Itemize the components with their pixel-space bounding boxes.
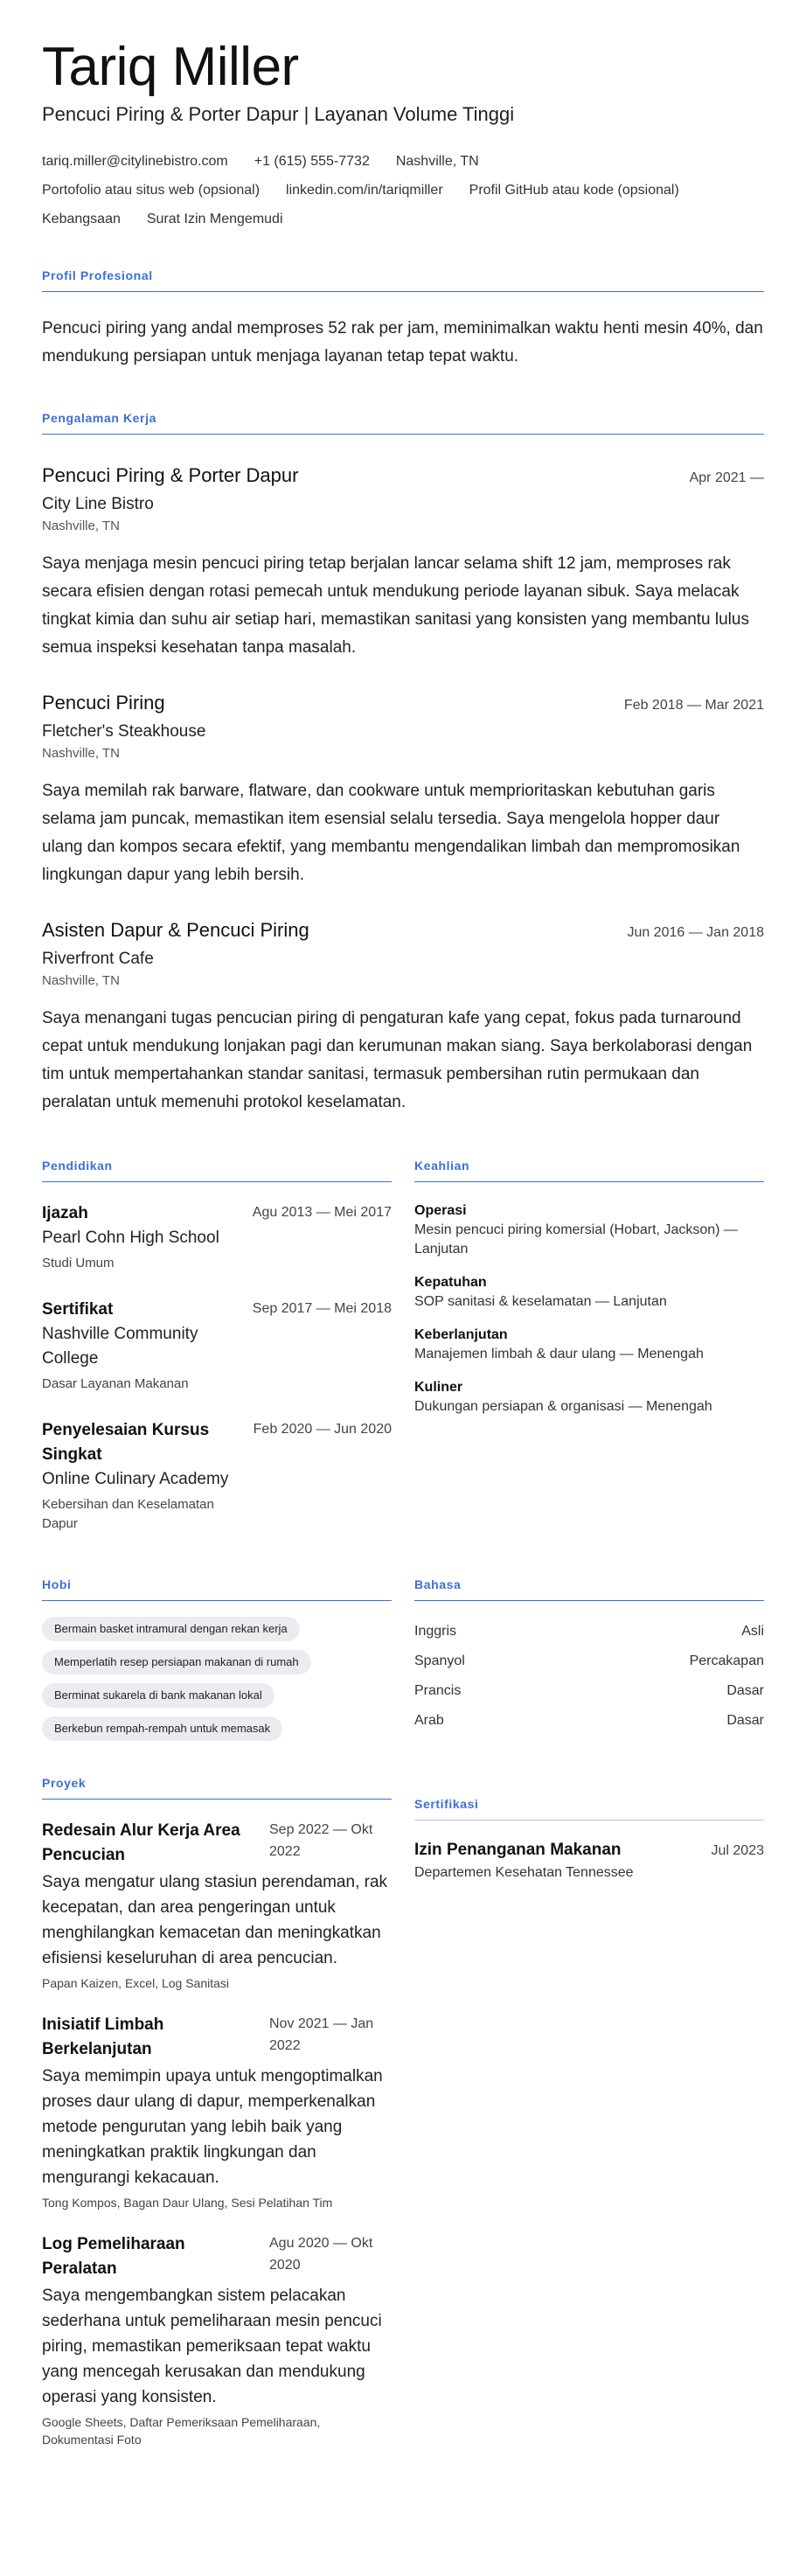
hobby-list [42, 1617, 392, 1750]
location: Nashville, TN [395, 154, 479, 169]
hobby-chip: Memperlatih resep persiapan makanan di rumah [42, 1650, 311, 1674]
certification-name: Izin Penanganan Makanan [414, 1841, 622, 1859]
certification-issuer: Departemen Kesehatan Tennessee [414, 1865, 634, 1880]
language-list [414, 1617, 764, 1736]
education-entry [42, 1201, 392, 1273]
hobby-chip: Berkebun rempah-rempah untuk memasak [42, 1716, 282, 1741]
education-field: Dasar Layanan Makanan [42, 1376, 189, 1391]
language-name: Spanyol [414, 1654, 465, 1668]
profile-summary: Pencuci piring yang andal memproses 52 rak per jam, meminimalkan waktu henti mesin 40%, dan mendukung persiapan untuk menjaga layanan tetap tepat waktu. [42, 319, 763, 366]
project-date: Sep 2022 — Okt 2022 [269, 1822, 373, 1859]
skill-name: Kepatuhan [414, 1275, 487, 1290]
project-entry [42, 1819, 392, 1992]
hobby-chip: Berminat sukarela di bank makanan lokal [42, 1683, 274, 1708]
job-company: City Line Bistro [42, 495, 154, 513]
right-column [414, 1577, 764, 2448]
job-entry [42, 463, 764, 662]
education-date: Sep 2017 — Mei 2018 [252, 1301, 392, 1316]
project-date: Nov 2021 — Jan 2022 [269, 2016, 374, 2053]
language-level: Dasar [726, 1683, 764, 1698]
section-title: Keahlian [414, 1159, 764, 1182]
project-description: Saya mengatur ulang stasiun perendaman, rak kecepatan, dan area pengeringan untuk menghilangkan kemacetan dan meningkatkan efisiensi keseluruhan di area pencucian. [42, 1873, 388, 1967]
education-institution: Pearl Cohn High School [42, 1229, 219, 1247]
education-entry [42, 1298, 392, 1394]
education-skills-row [42, 1159, 764, 1534]
project-name: Inisiatif Limbah Berkelanjutan [42, 2016, 164, 2058]
skill-entry [414, 1378, 764, 1417]
skill-entry [414, 1273, 764, 1312]
education-section [42, 1159, 392, 1534]
job-company: Fletcher's Steakhouse [42, 722, 206, 741]
email-link[interactable]: tariq.miller@citylinebistro.com [42, 154, 228, 169]
education-entry [42, 1418, 392, 1534]
skill-name: Keberlanjutan [414, 1327, 508, 1342]
language-entry [414, 1647, 764, 1676]
project-tools: Google Sheets, Daftar Pemeriksaan Pemeliharaan, Dokumentasi Foto [42, 2415, 321, 2447]
left-column [42, 1577, 392, 2448]
education-date: Feb 2020 — Jun 2020 [253, 1422, 392, 1437]
language-level: Percakapan [689, 1654, 764, 1668]
language-name: Prancis [414, 1683, 462, 1698]
job-entry [42, 690, 764, 889]
certification-date: Jul 2023 [711, 1843, 764, 1858]
hobbies-section [42, 1577, 392, 1750]
project-name: Log Pemeliharaan Peralatan [42, 2235, 185, 2278]
job-company: Riverfront Cafe [42, 950, 154, 968]
experience-section [42, 411, 764, 1117]
language-entry [414, 1706, 764, 1736]
skill-detail: Dukungan persiapan & organisasi — Menengah [414, 1399, 712, 1414]
project-description: Saya memimpin upaya untuk mengoptimalkan proses daur ulang di dapur, memperkenalkan metode pengurutan yang lebih baik yang meningkatkan praktik lingkungan dan mengurangi kekacauan. [42, 2067, 383, 2187]
job-location: Nashville, TN [42, 746, 120, 761]
language-level: Dasar [726, 1713, 764, 1728]
section-title: Hobi [42, 1577, 392, 1601]
candidate-name: Tariq Miller [42, 37, 299, 97]
profile-section [42, 268, 764, 371]
job-title: Asisten Dapur & Pencuci Piring [42, 919, 309, 941]
section-title: Proyek [42, 1776, 392, 1800]
nationality: Kebangsaan [42, 212, 121, 226]
job-description: Saya menangani tugas pencucian piring di pengaturan kafe yang cepat, fokus pada turnaround cepat untuk mendukung lonjakan pagi dan kerumunan makan siang. Saya berkolaborasi dengan tim untuk mempertahankan standar sanitasi, termasuk pembersihan rutin permukaan dan peralatan untuk memenuhi protokol keselamatan. [42, 1009, 753, 1111]
education-degree: Sertifikat [42, 1300, 114, 1319]
job-date: Feb 2018 — Mar 2021 [623, 698, 764, 713]
skill-name: Operasi [414, 1203, 467, 1218]
language-level: Asli [741, 1624, 764, 1639]
project-tools: Tong Kompos, Bagan Daur Ulang, Sesi Pelatihan Tim [42, 2196, 333, 2210]
section-title: Profil Profesional [42, 268, 764, 292]
portfolio-link[interactable]: Portofolio atau situs web (opsional) [42, 183, 261, 198]
job-date: Apr 2021 — [689, 470, 764, 485]
skills-section [414, 1159, 764, 1534]
skill-detail: Mesin pencuci piring komersial (Hobart, Jackson) — Lanjutan [414, 1222, 738, 1257]
job-date: Jun 2016 — Jan 2018 [627, 925, 764, 940]
job-location: Nashville, TN [42, 973, 120, 988]
github-link[interactable]: Profil GitHub atau kode (opsional) [469, 183, 679, 198]
projects-section [42, 1776, 392, 2448]
job-title: Pencuci Piring & Porter Dapur [42, 464, 299, 486]
language-name: Inggris [414, 1624, 457, 1639]
language-name: Arab [414, 1713, 444, 1728]
project-name: Redesain Alur Kerja Area Pencucian [42, 1821, 240, 1864]
job-title: Pencuci Piring [42, 692, 165, 714]
education-degree: Ijazah [42, 1204, 88, 1222]
education-degree: Penyelesaian Kursus Singkat [42, 1421, 210, 1464]
project-tools: Papan Kaizen, Excel, Log Sanitasi [42, 1976, 230, 1990]
contact-row [42, 147, 764, 176]
candidate-headline: Pencuci Piring & Porter Dapur | Layanan Volume Tinggi [42, 103, 515, 125]
phone-number[interactable]: +1 (615) 555-7732 [254, 154, 370, 169]
skill-entry [414, 1201, 764, 1259]
language-entry [414, 1617, 764, 1647]
project-entry [42, 2232, 392, 2448]
contact-info [42, 147, 764, 233]
education-field: Studi Umum [42, 1256, 115, 1271]
contact-row [42, 205, 764, 233]
project-description: Saya mengembangkan sistem pelacakan sederhana untuk pemeliharaan mesin pencuci piring, memastikan pemeriksaan tepat waktu yang mencegah kerusakan dan mendukung operasi yang konsisten. [42, 2287, 382, 2406]
job-location: Nashville, TN [42, 519, 120, 533]
education-date: Agu 2013 — Mei 2017 [252, 1205, 392, 1220]
job-entry [42, 917, 764, 1117]
education-institution: Online Culinary Academy [42, 1470, 229, 1488]
project-date: Agu 2020 — Okt 2020 [269, 2236, 373, 2273]
linkedin-link[interactable]: linkedin.com/in/tariqmiller [286, 183, 443, 198]
project-entry [42, 2013, 392, 2211]
skill-entry [414, 1326, 764, 1364]
education-institution: Nashville Community College [42, 1325, 198, 1368]
contact-row [42, 176, 764, 205]
job-description: Saya menjaga mesin pencuci piring tetap berjalan lancar selama shift 12 jam, memproses rak secara efisien dengan rotasi pemecah untuk mendukung periode layanan sibuk. Saya melacak tingkat kimia dan suhu air setiap hari, memastikan sanitasi yang konsisten yang membantu lulus semua inspeksi kesehatan tanpa masalah. [42, 554, 749, 657]
languages-section [414, 1577, 764, 1736]
section-title: Sertifikasi [414, 1797, 764, 1821]
education-field: Kebersihan dan Keselamatan Dapur [42, 1497, 214, 1531]
section-title: Pendidikan [42, 1159, 392, 1182]
hobby-chip: Bermain basket intramural dengan rekan kerja [42, 1617, 300, 1641]
skill-detail: Manajemen limbah & daur ulang — Menengah [414, 1347, 704, 1361]
certification-entry [414, 1838, 764, 1883]
section-title: Bahasa [414, 1577, 764, 1601]
lower-row [42, 1577, 764, 2448]
skill-detail: SOP sanitasi & keselamatan — Lanjutan [414, 1294, 667, 1309]
job-description: Saya memilah rak barware, flatware, dan cookware untuk memprioritaskan kebutuhan garis selama jam puncak, memastikan item esensial selalu tersedia. Saya mengelola hopper daur ulang dan kompos secara efektif, yang membantu mengendalikan limbah dan mempromosikan lingkungan dapur yang lebih bersih. [42, 782, 740, 884]
certifications-section [414, 1797, 764, 1883]
skill-name: Kuliner [414, 1380, 463, 1395]
drivers-license: Surat Izin Mengemudi [146, 212, 283, 226]
section-title: Pengalaman Kerja [42, 411, 764, 435]
language-entry [414, 1676, 764, 1706]
